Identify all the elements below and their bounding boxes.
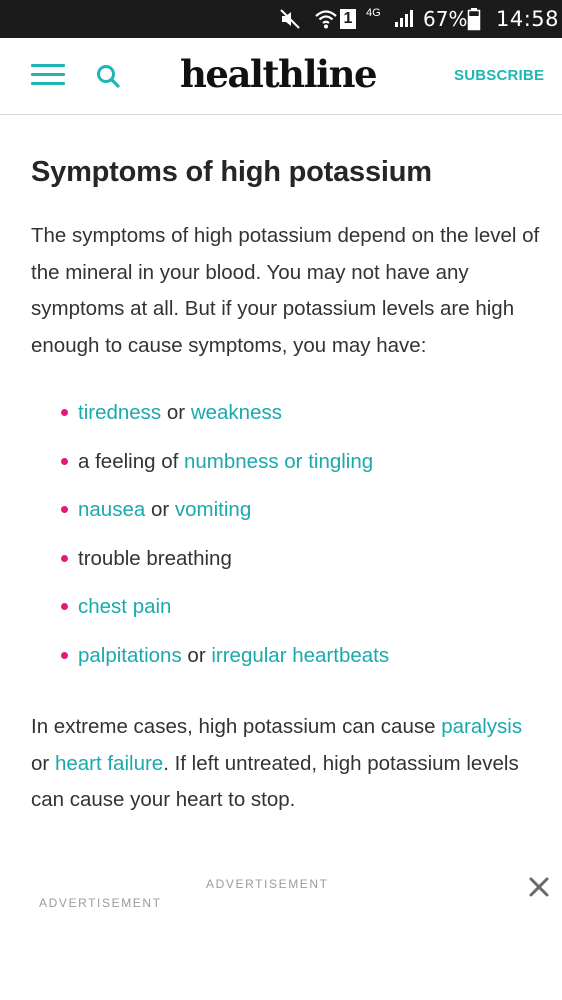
site-header (0, 38, 562, 115)
link-chest-pain[interactable]: chest pain (78, 595, 172, 618)
section-heading: Symptoms of high potassium (31, 156, 432, 188)
link-nausea[interactable]: nausea (78, 498, 146, 521)
symptoms-list (31, 398, 541, 689)
clock: 14:58 (496, 7, 560, 31)
link-weakness[interactable]: weakness (190, 401, 282, 424)
link-vomiting[interactable]: vomiting (174, 498, 252, 521)
search-icon[interactable] (95, 63, 123, 91)
list-item-text: trouble breathing (78, 546, 232, 570)
status-bar (0, 0, 562, 38)
link-irregular-heartbeats[interactable]: irregular heartbeats (211, 643, 390, 667)
closing-paragraph (31, 709, 541, 819)
subscribe-button[interactable]: SUBSCRIBE (454, 67, 545, 84)
list-item (78, 641, 541, 690)
link-tiredness[interactable]: tiredness (78, 401, 162, 424)
list-item-joiner: or (181, 643, 212, 667)
list-item (78, 592, 541, 641)
advertisement-label: ADVERTISEMENT (206, 877, 329, 891)
intro-paragraph: The symptoms of high potassium depend on the level of the mineral in your blood. You may not have any symptoms at all. But if your potassium levels are high enough to cause symptoms, you may have: (31, 224, 540, 357)
list-item (78, 544, 541, 593)
link-palpitations[interactable]: palpitations (78, 643, 182, 667)
list-item (78, 495, 541, 544)
wifi-icon (314, 0, 338, 38)
mute-icon (279, 0, 303, 38)
battery-icon (467, 0, 481, 38)
site-logo[interactable]: healthline (180, 52, 377, 96)
list-item-text: a feeling of (78, 449, 184, 473)
close-icon[interactable] (525, 873, 553, 901)
list-item-joiner: or (161, 401, 191, 424)
article-body (31, 150, 541, 819)
link-heart-failure[interactable]: heart failure (54, 751, 164, 775)
menu-icon[interactable] (31, 62, 65, 88)
battery-percent: 67% (423, 7, 468, 31)
list-item (78, 398, 541, 447)
sim-icon (340, 0, 356, 38)
link-paralysis[interactable]: paralysis (441, 715, 523, 738)
network-type: 4G (366, 7, 381, 19)
closing-joiner: or (31, 751, 55, 775)
list-item (78, 447, 541, 496)
closing-text-start: In extreme cases, high potassium can cause (31, 715, 442, 738)
list-item-joiner: or (145, 498, 175, 521)
link-numbness-or-tingling[interactable]: numbness or tingling (184, 449, 374, 473)
advertisement-label-secondary: ADVERTISEMENT (39, 896, 162, 910)
closing-text-end: . If left untreated, high potassium levels can cause your heart to stop. (31, 751, 519, 811)
sim-slot-label: 1 (340, 9, 356, 29)
signal-icon (394, 0, 414, 38)
